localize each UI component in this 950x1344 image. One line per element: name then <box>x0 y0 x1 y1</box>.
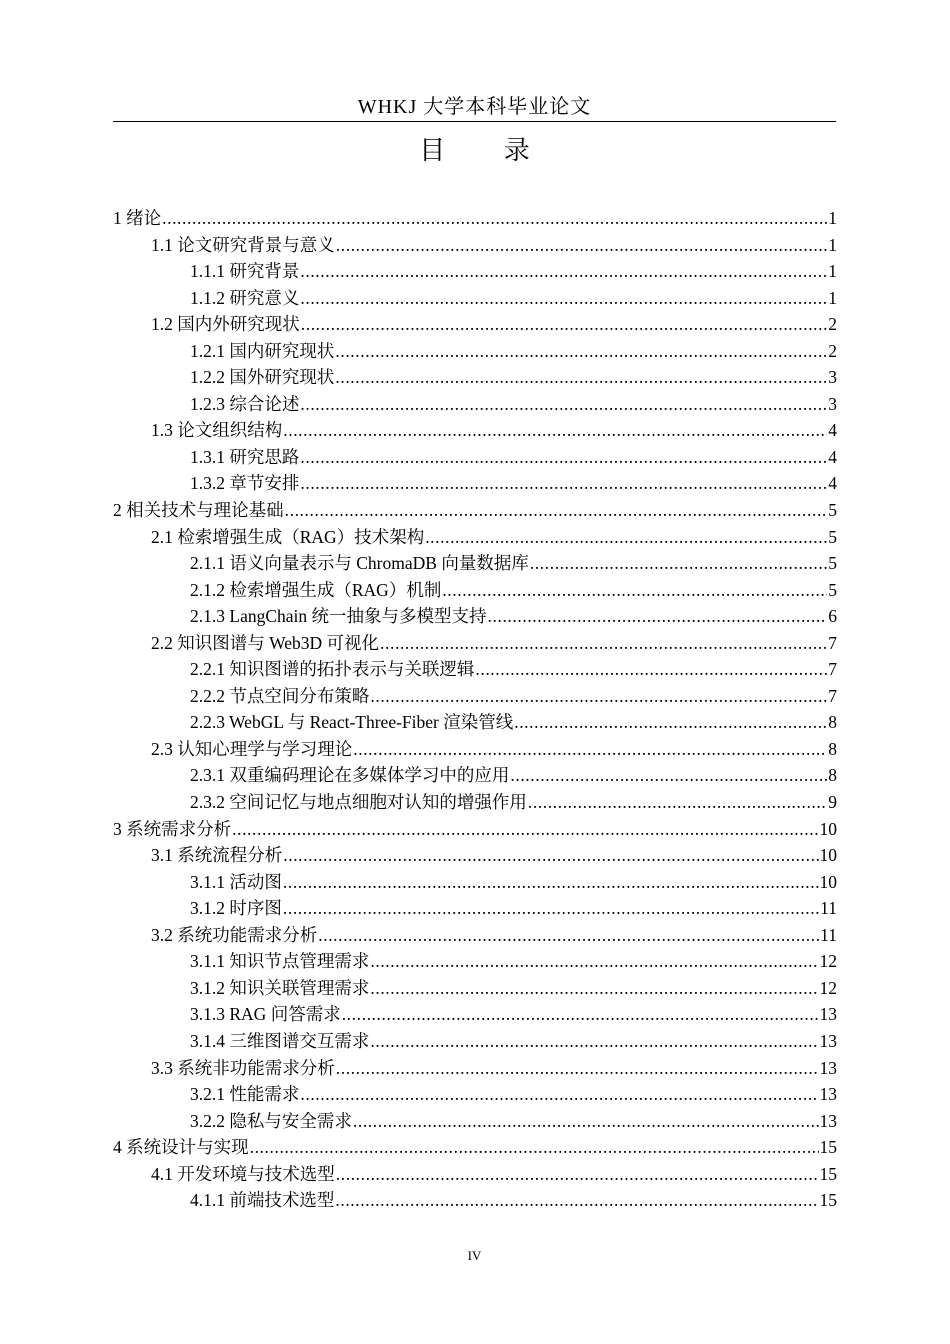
toc-entry-page: 12 <box>819 951 837 972</box>
toc-entry-page: 7 <box>828 659 837 680</box>
toc-entry-label: 3.1.3 RAG 问答需求 <box>190 1004 341 1025</box>
toc-entry-page: 7 <box>828 632 837 653</box>
toc-entry-label: 3.1.1 知识节点管理需求 <box>190 951 370 972</box>
toc-dot-leader <box>380 630 827 657</box>
table-of-contents <box>113 205 837 1214</box>
toc-dot-leader <box>300 285 827 312</box>
toc-dot-leader <box>335 364 827 391</box>
toc-entry-page: 12 <box>819 977 837 998</box>
toc-entry-page: 1 <box>828 287 837 308</box>
toc-entry-label: 4 系统设计与实现 <box>113 1137 249 1158</box>
toc-dot-leader <box>342 1001 819 1028</box>
toc-dot-leader <box>353 736 827 763</box>
toc-dot-leader <box>475 656 827 683</box>
toc-entry-page: 4 <box>828 420 837 441</box>
toc-entry-label: 1.1 论文研究背景与意义 <box>151 234 335 255</box>
toc-dot-leader <box>370 683 827 710</box>
toc-entry[interactable] <box>113 603 837 630</box>
toc-entry-page: 10 <box>819 818 837 839</box>
toc-dot-leader <box>283 417 827 444</box>
toc-entry-label: 1.2.3 综合论述 <box>190 393 300 414</box>
toc-entry-label: 2.3.2 空间记忆与地点细胞对认知的增强作用 <box>190 792 527 813</box>
toc-dot-leader <box>336 1161 819 1188</box>
toc-entry-label: 2.3 认知心理学与学习理论 <box>151 738 353 759</box>
toc-entry[interactable] <box>113 258 837 285</box>
toc-entry-label: 1.2.1 国内研究现状 <box>190 340 335 361</box>
toc-entry-page: 7 <box>828 685 837 706</box>
toc-entry-page: 15 <box>819 1190 837 1211</box>
toc-entry-label: 3.2 系统功能需求分析 <box>151 924 318 945</box>
toc-entry-label: 3.1.2 知识关联管理需求 <box>190 977 370 998</box>
toc-entry-label: 3.2.2 隐私与安全需求 <box>190 1110 352 1131</box>
toc-entry-label: 1.2.2 国外研究现状 <box>190 367 335 388</box>
toc-entry-label: 2.1 检索增强生成（RAG）技术架构 <box>151 526 425 547</box>
toc-entry-page: 11 <box>820 924 837 945</box>
toc-entry[interactable] <box>113 1081 837 1108</box>
toc-entry-label: 1 绪论 <box>113 208 162 228</box>
toc-entry[interactable] <box>113 1001 837 1028</box>
toc-entry-page: 13 <box>819 1004 837 1025</box>
page-number: IV <box>467 1248 482 1263</box>
toc-entry[interactable] <box>113 1055 837 1082</box>
toc-entry-label: 3 系统需求分析 <box>113 818 232 839</box>
toc-dot-leader <box>370 948 818 975</box>
toc-entry[interactable] <box>113 417 837 444</box>
toc-entry[interactable] <box>113 364 837 391</box>
toc-entry-page: 6 <box>828 606 837 627</box>
toc-entry-page: 3 <box>828 367 837 388</box>
toc-dot-leader <box>283 895 819 922</box>
toc-entry-label: 2.3.1 双重编码理论在多媒体学习中的应用 <box>190 765 510 786</box>
toc-entry[interactable] <box>113 391 837 418</box>
toc-entry[interactable] <box>113 311 837 338</box>
toc-dot-leader <box>300 470 827 497</box>
toc-entry[interactable] <box>113 630 837 657</box>
toc-dot-leader <box>250 1134 819 1161</box>
toc-entry-page: 1 <box>828 234 837 255</box>
toc-entry-label: 3.1.1 活动图 <box>190 871 282 892</box>
toc-dot-leader <box>353 1108 819 1135</box>
toc-dot-leader <box>488 603 828 630</box>
toc-entry[interactable] <box>113 497 837 524</box>
toc-entry-label: 2.2 知识图谱与 Web3D 可视化 <box>151 632 380 653</box>
toc-entry-label: 3.1 系统流程分析 <box>151 845 283 866</box>
toc-entry-label: 1.1.2 研究意义 <box>190 287 300 308</box>
toc-entry-page: 11 <box>820 898 837 919</box>
toc-entry-page: 10 <box>819 871 837 892</box>
toc-entry-label: 2.2.3 WebGL 与 React-Three-Fiber 渲染管线 <box>190 712 514 733</box>
toc-entry-page: 9 <box>828 792 837 813</box>
toc-dot-leader <box>301 311 828 338</box>
toc-entry-page: 3 <box>828 393 837 414</box>
toc-entry-page: 8 <box>828 712 837 733</box>
toc-entry-page: 8 <box>828 738 837 759</box>
header-divider <box>113 121 836 122</box>
toc-entry-page: 8 <box>828 765 837 786</box>
toc-entry[interactable] <box>113 656 837 683</box>
toc-entry[interactable] <box>113 789 837 816</box>
toc-entry[interactable] <box>113 577 837 604</box>
toc-dot-leader <box>510 762 827 789</box>
toc-dot-leader <box>300 444 827 471</box>
toc-dot-leader <box>370 1028 818 1055</box>
toc-entry-page: 15 <box>819 1137 837 1158</box>
toc-entry-page: 1 <box>828 261 837 282</box>
toc-entry[interactable] <box>113 205 837 232</box>
toc-entry-page: 2 <box>828 340 837 361</box>
toc-entry[interactable] <box>113 816 837 843</box>
toc-entry[interactable] <box>113 1187 837 1214</box>
toc-entry-page: 15 <box>819 1163 837 1184</box>
toc-dot-leader <box>300 258 827 285</box>
toc-entry[interactable] <box>113 470 837 497</box>
toc-entry[interactable] <box>113 1108 837 1135</box>
toc-entry-label: 2 相关技术与理论基础 <box>113 500 284 521</box>
toc-entry-label: 1.1.1 研究背景 <box>190 261 300 282</box>
toc-dot-leader <box>300 1081 818 1108</box>
toc-entry-page: 4 <box>828 473 837 494</box>
toc-entry[interactable] <box>113 842 837 869</box>
toc-dot-leader <box>336 1055 819 1082</box>
toc-dot-leader <box>335 338 827 365</box>
toc-entry[interactable] <box>113 975 837 1002</box>
toc-entry-label: 4.1 开发环境与技术选型 <box>151 1163 335 1184</box>
toc-entry-label: 4.1.1 前端技术选型 <box>190 1190 335 1211</box>
toc-entry[interactable] <box>113 550 837 577</box>
toc-dot-leader <box>442 577 827 604</box>
toc-entry[interactable] <box>113 338 837 365</box>
toc-entry-page: 5 <box>828 553 837 574</box>
toc-entry-page: 4 <box>828 446 837 467</box>
toc-entry-label: 2.2.1 知识图谱的拓扑表示与关联逻辑 <box>190 659 475 680</box>
toc-dot-leader <box>285 497 828 524</box>
toc-dot-leader <box>300 391 827 418</box>
toc-entry-label: 1.2 国内外研究现状 <box>151 314 300 335</box>
toc-entry-page: 1 <box>828 208 837 228</box>
toc-dot-leader <box>162 205 827 232</box>
toc-dot-leader <box>528 789 827 816</box>
toc-entry-page: 13 <box>819 1084 837 1105</box>
toc-entry-label: 3.3 系统非功能需求分析 <box>151 1057 335 1078</box>
toc-entry[interactable] <box>113 232 837 259</box>
toc-entry[interactable] <box>113 1028 837 1055</box>
running-header: WHKJ 大学本科毕业论文 <box>357 96 592 118</box>
toc-entry-label: 3.1.2 时序图 <box>190 898 282 919</box>
toc-dot-leader <box>232 816 818 843</box>
toc-entry[interactable] <box>113 762 837 789</box>
toc-entry[interactable] <box>113 736 837 763</box>
toc-dot-leader <box>283 842 818 869</box>
toc-dot-leader <box>370 975 818 1002</box>
toc-dot-leader <box>283 869 819 896</box>
toc-entry-label: 2.1.3 LangChain 统一抽象与多模型支持 <box>190 606 487 627</box>
toc-dot-leader <box>336 232 828 259</box>
toc-entry-page: 5 <box>828 579 837 600</box>
toc-entry[interactable] <box>113 922 837 949</box>
toc-entry[interactable] <box>113 948 837 975</box>
toc-dot-leader <box>514 709 827 736</box>
toc-entry-label: 1.3.2 章节安排 <box>190 473 300 494</box>
toc-dot-leader <box>425 524 827 551</box>
toc-entry[interactable] <box>113 709 837 736</box>
toc-title: 目 录 <box>419 136 556 165</box>
toc-entry[interactable] <box>113 869 837 896</box>
toc-entry-label: 2.2.2 节点空间分布策略 <box>190 685 370 706</box>
toc-entry-page: 5 <box>828 526 837 547</box>
toc-entry-label: 1.3.1 研究思路 <box>190 446 300 467</box>
toc-entry[interactable] <box>113 444 837 471</box>
toc-entry-page: 5 <box>828 500 837 521</box>
toc-entry-page: 13 <box>819 1030 837 1051</box>
toc-entry-label: 1.3 论文组织结构 <box>151 420 283 441</box>
toc-entry-label: 2.1.1 语义向量表示与 ChromaDB 向量数据库 <box>190 553 529 574</box>
toc-dot-leader <box>530 550 827 577</box>
toc-entry-page: 13 <box>819 1057 837 1078</box>
toc-entry[interactable] <box>113 1134 837 1161</box>
toc-entry[interactable] <box>113 524 837 551</box>
toc-entry[interactable] <box>113 683 837 710</box>
toc-entry-page: 13 <box>819 1110 837 1131</box>
toc-dot-leader <box>335 1187 818 1214</box>
toc-entry-label: 3.2.1 性能需求 <box>190 1084 300 1105</box>
toc-entry[interactable] <box>113 895 837 922</box>
toc-entry[interactable] <box>113 285 837 312</box>
toc-entry-page: 2 <box>828 314 837 335</box>
toc-entry-label: 2.1.2 检索增强生成（RAG）机制 <box>190 579 442 600</box>
toc-entry-page: 10 <box>819 845 837 866</box>
toc-entry[interactable] <box>113 1161 837 1188</box>
toc-dot-leader <box>318 922 819 949</box>
toc-entry-label: 3.1.4 三维图谱交互需求 <box>190 1030 370 1051</box>
